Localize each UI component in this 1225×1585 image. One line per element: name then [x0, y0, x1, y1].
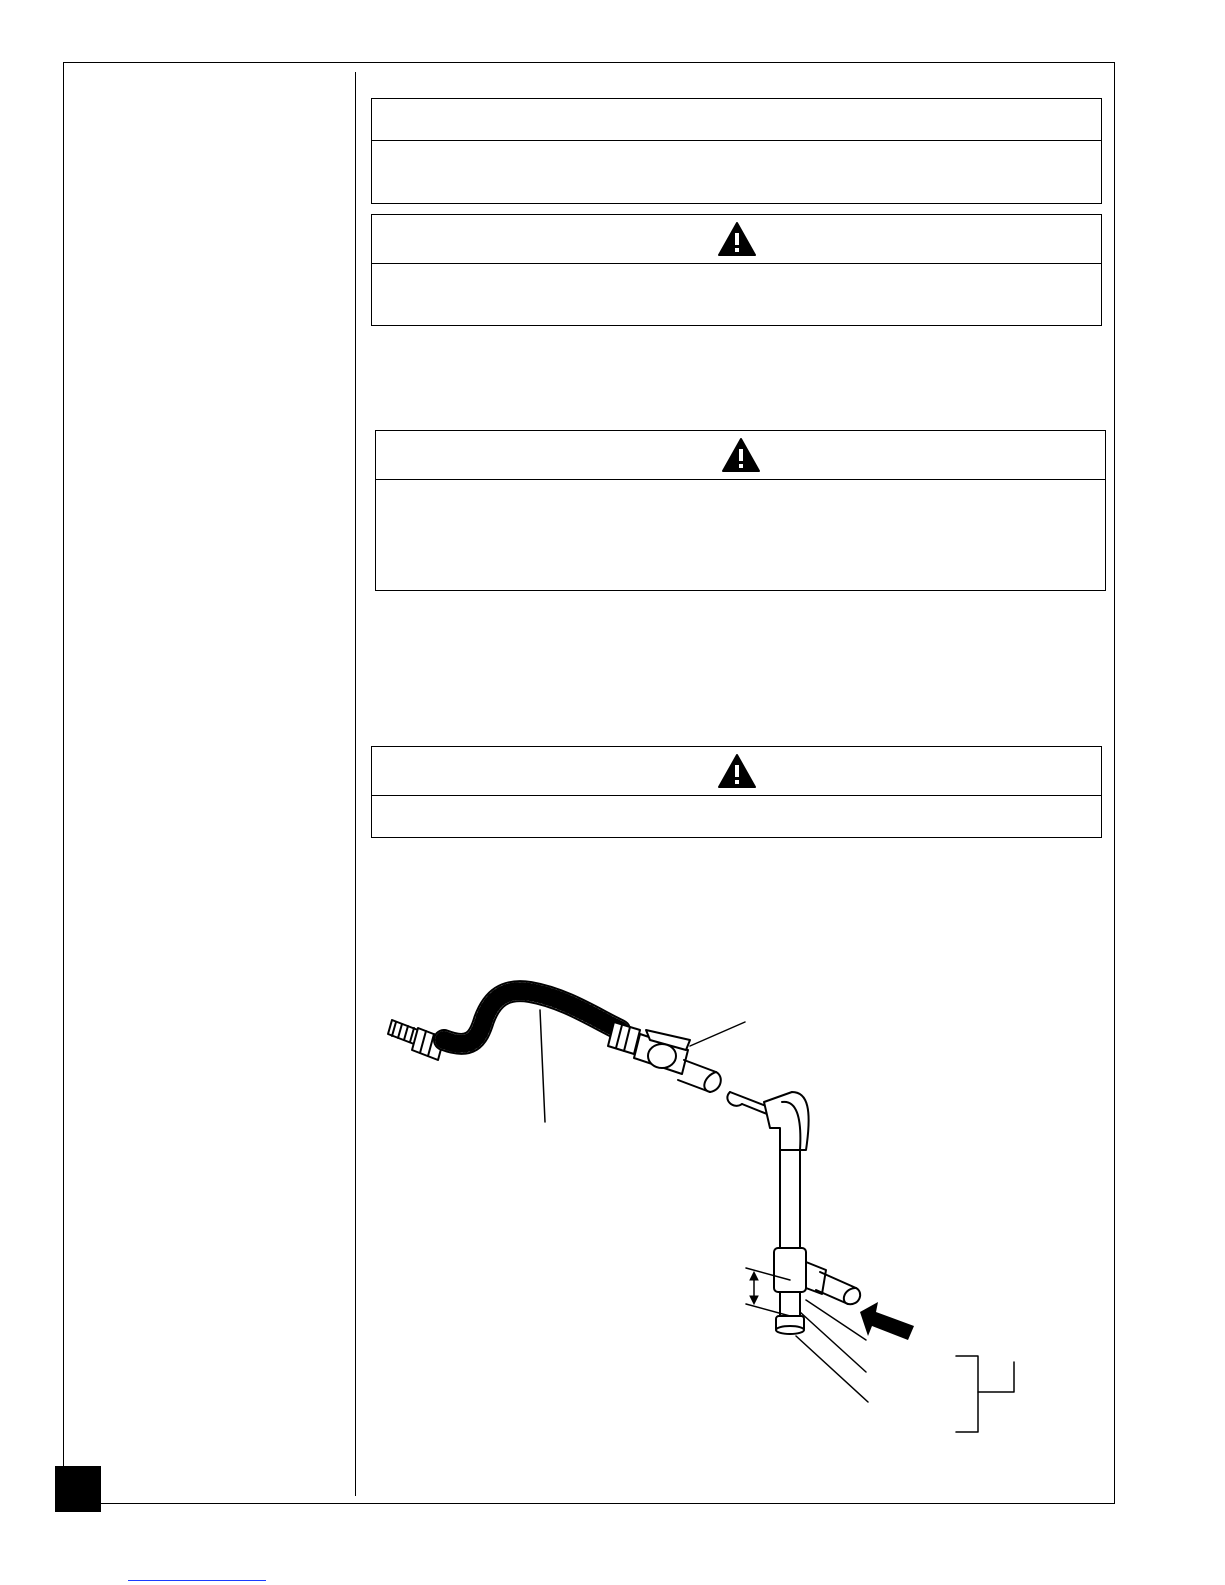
pipe-elbow [764, 1092, 809, 1150]
warning-triangle-icon [721, 437, 761, 473]
direction-arrow-icon [860, 1302, 914, 1340]
bracket [956, 1356, 1014, 1432]
gas-connection-illustration [380, 970, 1080, 1440]
notice-box-header [372, 99, 1101, 141]
connector-leader-line [540, 1010, 545, 1122]
warning-box-3-header [372, 747, 1101, 796]
warning-box-3 [371, 746, 1102, 838]
tee-fitting [774, 1248, 826, 1294]
flexible-connector [444, 991, 620, 1044]
warning-triangle-icon [717, 221, 757, 257]
warning-triangle-icon [717, 753, 757, 789]
warning-box-2-header [376, 431, 1105, 480]
notice-box [371, 98, 1102, 204]
warning-box-1 [371, 214, 1102, 326]
warning-box-1-header [372, 215, 1101, 264]
vertical-pipe [780, 1150, 800, 1250]
footer-link-underline [128, 1580, 266, 1581]
shutoff-valve [634, 1030, 690, 1074]
fitting-leader-lines [796, 1300, 868, 1402]
warning-box-2 [375, 430, 1106, 591]
page-number-tab [55, 1466, 101, 1512]
valve-leader-line [690, 1022, 745, 1046]
up-down-arrow-icon [750, 1272, 758, 1304]
column-divider [355, 72, 356, 1496]
